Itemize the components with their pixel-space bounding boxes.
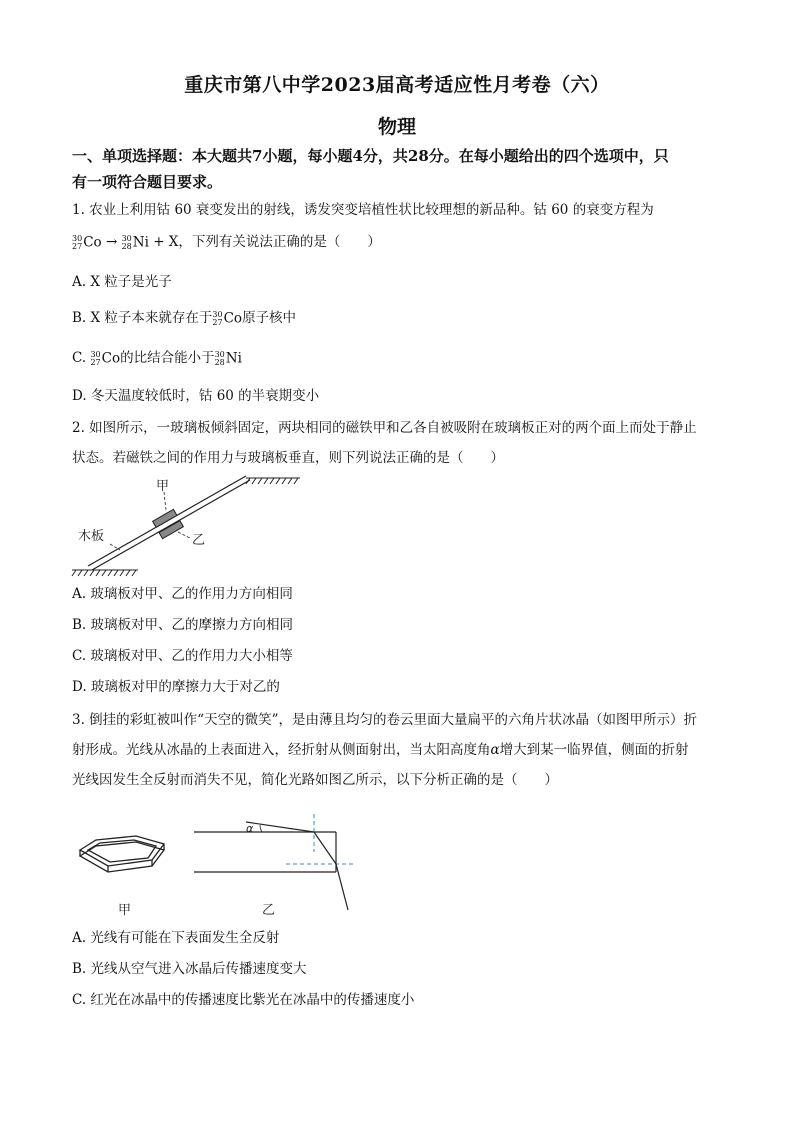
nuclide-co-60: 30 27 Co bbox=[72, 233, 102, 251]
hexagonal-ice-crystal bbox=[80, 836, 164, 872]
q1-option-b: B. X 粒子本来就存在于 30 27 Co原子核中 bbox=[72, 309, 297, 327]
q1-stem-line2: ，下列有关说法正确的是（ ） bbox=[178, 234, 381, 250]
label-fig-yi: 乙 bbox=[262, 903, 276, 918]
q1-option-c: C. 30 27 Co的比结合能小于 30 28 Ni bbox=[72, 349, 242, 367]
q1-stem-line1: 1. 农业上利用钴 60 衰变发出的射线，诱发突变培植性状比较理想的新品种。钴 60 的衰变方程为 bbox=[72, 202, 654, 218]
equation-tail: + X bbox=[153, 234, 179, 250]
label-yi: 乙 bbox=[192, 533, 206, 548]
label-jia: 甲 bbox=[156, 479, 170, 494]
q1-option-d: D. 冬天温度较低时，钴 60 的半衰期变小 bbox=[72, 388, 320, 404]
q3-option-a: A. 光线有可能在下表面发生全反射 bbox=[72, 930, 280, 946]
q2-stem-line2: 状态。若磁铁之间的作用力与玻璃板垂直，则下列说法正确的是（ ） bbox=[72, 450, 504, 466]
q1-equation-line bbox=[72, 232, 381, 253]
section-heading bbox=[72, 143, 732, 195]
q3-option-b: B. 光线从空气进入冰晶后传播速度变大 bbox=[72, 961, 307, 977]
ice-crystal-slab bbox=[194, 832, 336, 872]
alpha-arc bbox=[260, 825, 262, 832]
q2-option-c: C. 玻璃板对甲、乙的作用力大小相等 bbox=[72, 648, 293, 664]
subject-title: 物理 bbox=[377, 116, 416, 138]
q2-option-b: B. 玻璃板对甲、乙的摩擦力方向相同 bbox=[72, 617, 294, 633]
q3-stem-line3: 光线因发生全反射而消失不见，简化光路如图乙所示，以下分析正确的是（ ） bbox=[72, 772, 558, 788]
label-board: 木板 bbox=[78, 529, 105, 544]
q3-stem-line2: 射形成。光线从冰晶的上表面进入，经折射从侧面射出，当太阳高度角α增大到某一临界值，侧面的折射 bbox=[72, 742, 689, 758]
decay-arrow: → bbox=[105, 234, 118, 250]
q2-option-a: A. 玻璃板对甲、乙的作用力方向相同 bbox=[72, 586, 293, 602]
q3-figure-jia bbox=[72, 828, 172, 918]
q2-stem-line1: 2. 如图所示，一玻璃板倾斜固定，两块相同的磁铁甲和乙各自被吸附在玻璃板正对的两个面上而处于静止 bbox=[72, 420, 697, 436]
q2-option-d: D. 玻璃板对甲的摩擦力大于对乙的 bbox=[72, 679, 280, 695]
alpha-label: α bbox=[246, 822, 254, 835]
normal-lines bbox=[286, 814, 356, 864]
q1-option-a: A. X 粒子是光子 bbox=[72, 274, 172, 290]
label-fig-jia: 甲 bbox=[118, 903, 132, 918]
floor-hatch bbox=[72, 570, 138, 576]
q2-figure bbox=[68, 472, 308, 580]
q3-figure-yi bbox=[190, 808, 370, 918]
section-heading-line1: 一、单项选择题：本大题共7小题，每小题4分，共28分。在每小题给出的四个选项中，只 bbox=[72, 147, 669, 165]
section-heading-line2: 有一项符合题目要求。 bbox=[72, 173, 223, 191]
ceiling-hatch bbox=[246, 478, 300, 484]
page-title: 重庆市第八中学2023届高考适应性月考卷（六） bbox=[184, 74, 610, 96]
nuclide-ni-60: 30 28 Ni bbox=[121, 233, 149, 251]
q3-stem-line1: 3. 倒挂的彩虹被叫作“天空的微笑”，是由薄且均匀的卷云里面大量扁平的六角片状冰晶（如图甲所示）折 bbox=[72, 712, 697, 728]
q3-option-c: C. 红光在冰晶中的传播速度比紫光在冰晶中的传播速度小 bbox=[72, 992, 415, 1008]
light-ray bbox=[246, 822, 348, 910]
